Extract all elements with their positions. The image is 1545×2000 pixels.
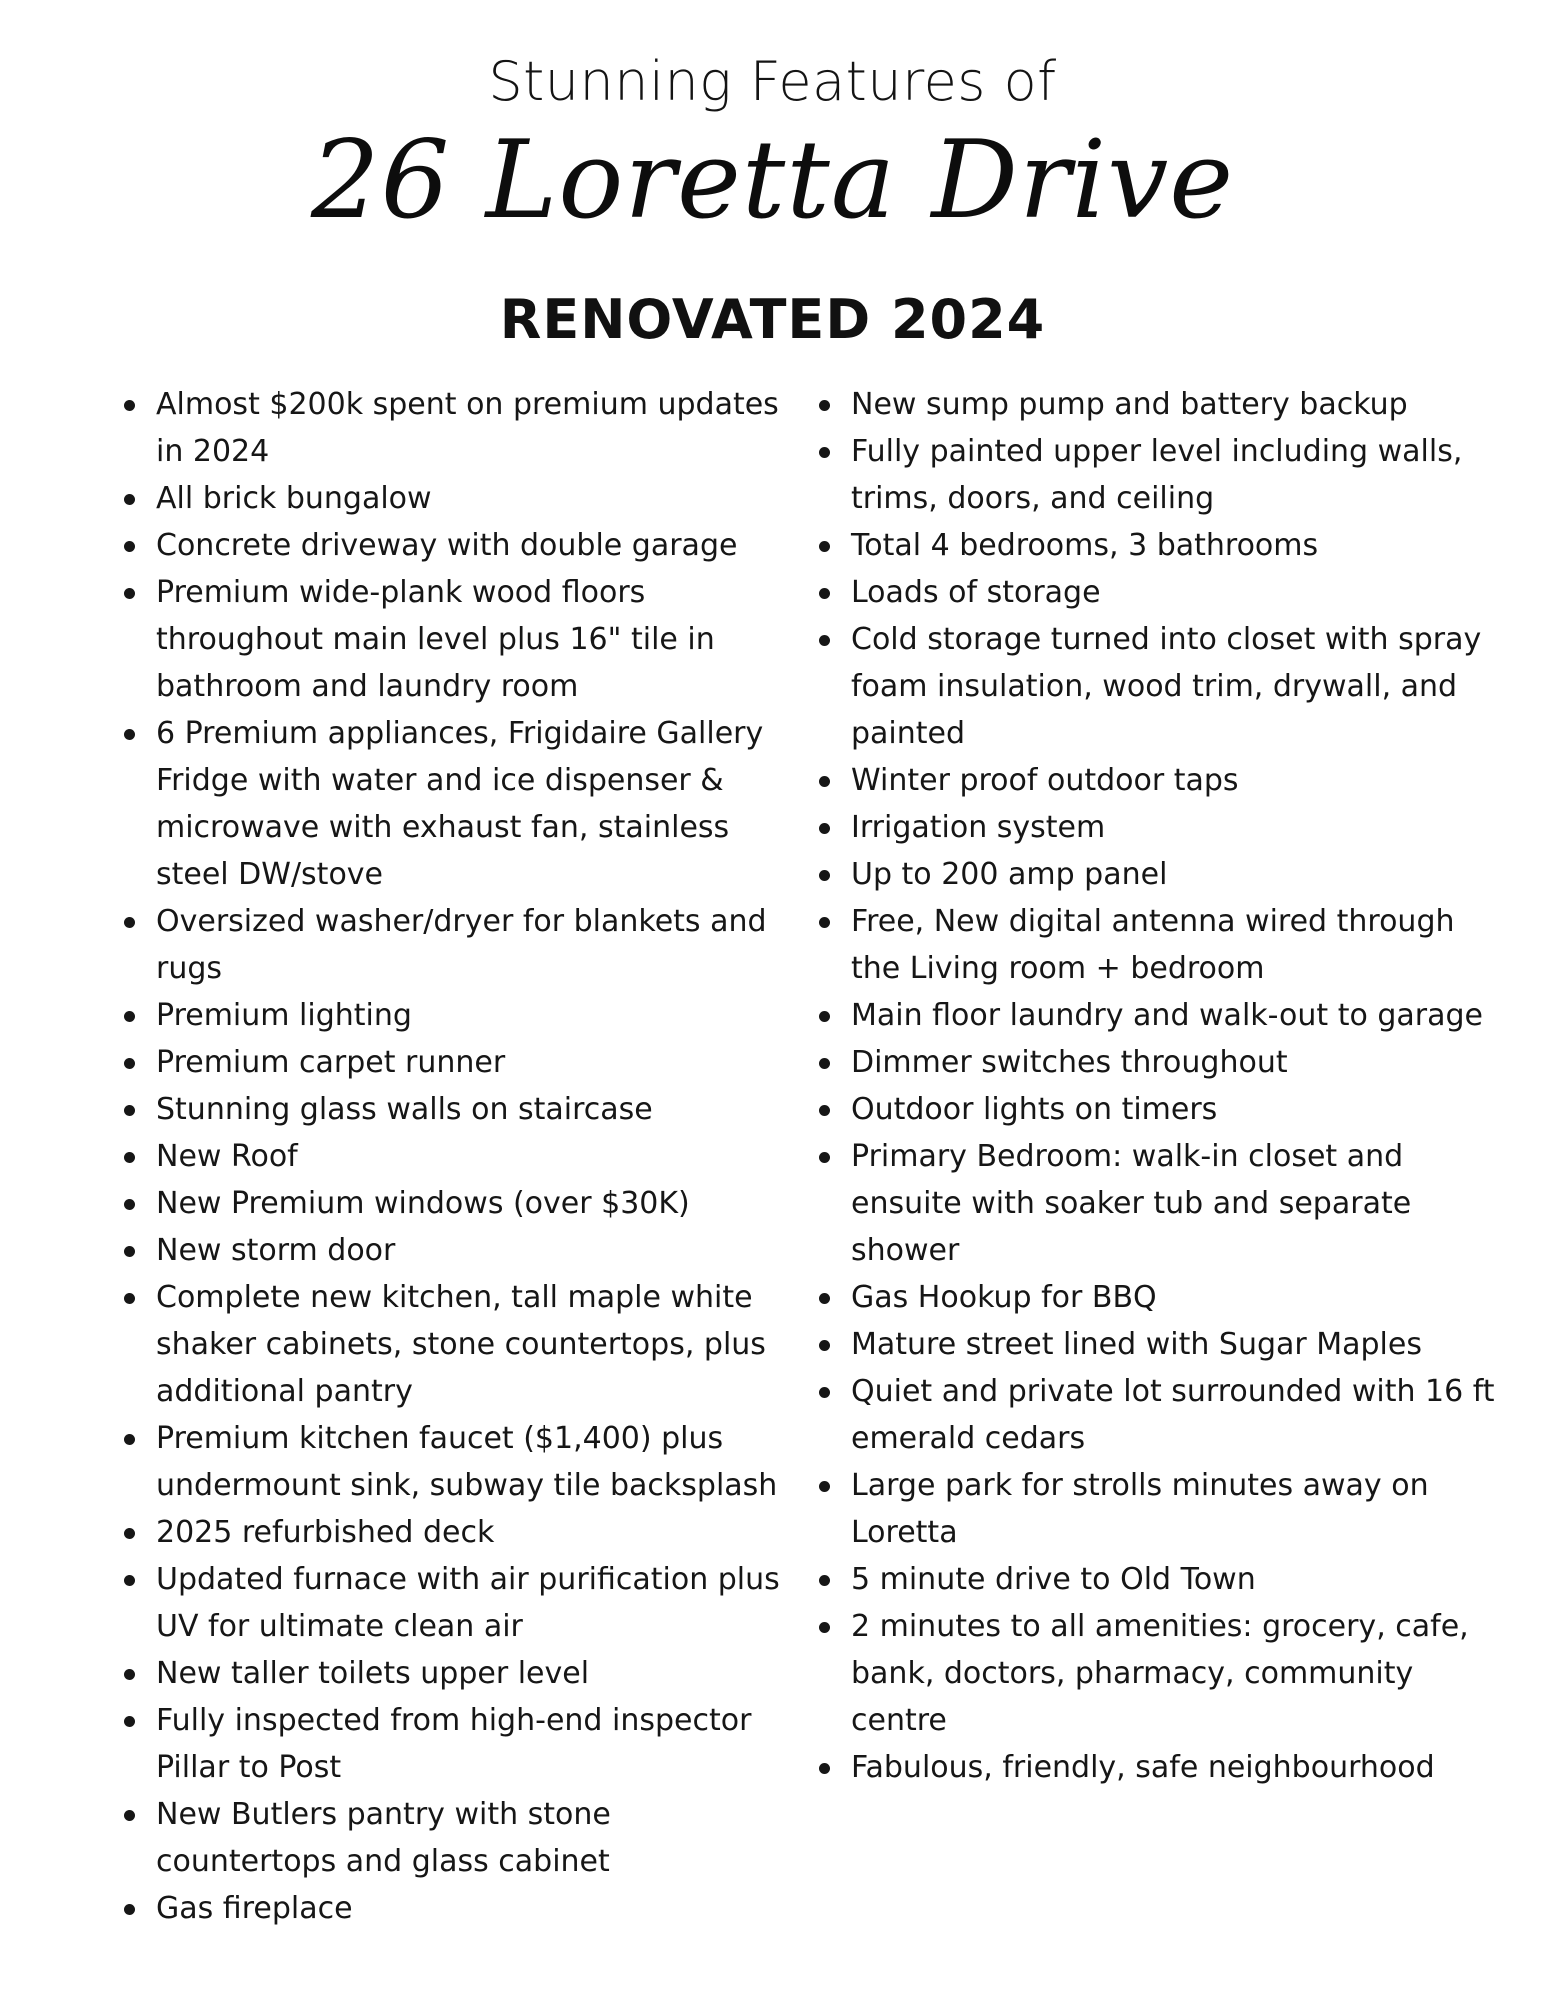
feature-text: Premium wide-plank wood floors throughout main level plus 16" tile in bathroom and laundry room xyxy=(156,575,715,704)
feature-text: Up to 200 amp panel xyxy=(851,857,1168,892)
feature-text: Total 4 bedrooms, 3 bathrooms xyxy=(851,528,1319,563)
bullet-icon xyxy=(124,1575,135,1586)
feature-text: Outdoor lights on timers xyxy=(851,1092,1218,1127)
feature-text: Free, New digital antenna wired through the Living room + bedroom xyxy=(851,904,1455,986)
bullet-icon xyxy=(819,541,830,552)
bullet-icon xyxy=(124,1669,135,1680)
bullet-icon xyxy=(819,823,830,834)
feature-item xyxy=(815,569,1495,616)
bullet-icon xyxy=(819,917,830,928)
feature-text: Premium carpet runner xyxy=(156,1045,506,1080)
features-list-right xyxy=(815,381,1495,1791)
bullet-icon xyxy=(819,1340,830,1351)
feature-item xyxy=(120,1697,785,1791)
bullet-icon xyxy=(124,1152,135,1163)
feature-item xyxy=(815,428,1495,522)
bullet-icon xyxy=(124,1199,135,1210)
bullet-icon xyxy=(124,588,135,599)
bullet-icon xyxy=(819,1293,830,1304)
bullet-icon xyxy=(819,1011,830,1022)
bullet-icon xyxy=(124,1105,135,1116)
feature-item xyxy=(815,522,1495,569)
feature-text: 2025 refurbished deck xyxy=(156,1515,495,1550)
bullet-icon xyxy=(819,1387,830,1398)
feature-text: Gas fireplace xyxy=(156,1891,353,1926)
bullet-icon xyxy=(124,1246,135,1257)
feature-text: Premium kitchen faucet ($1,400) plus undermount sink, subway tile backsplash xyxy=(156,1421,778,1503)
feature-text: 5 minute drive to Old Town xyxy=(851,1562,1256,1597)
feature-text: Premium lighting xyxy=(156,998,412,1033)
feature-item xyxy=(815,1039,1495,1086)
bullet-icon xyxy=(124,917,135,928)
bullet-icon xyxy=(124,1528,135,1539)
property-address-title: 26 Loretta Drive xyxy=(310,118,1235,243)
feature-item xyxy=(815,1368,1495,1462)
bullet-icon xyxy=(124,541,135,552)
feature-text: Large park for strolls minutes away on Loretta xyxy=(851,1468,1429,1550)
feature-text: Main floor laundry and walk-out to garage xyxy=(851,998,1483,1033)
feature-item xyxy=(815,1321,1495,1368)
feature-item xyxy=(120,1274,785,1415)
bullet-icon xyxy=(124,1293,135,1304)
bullet-icon xyxy=(124,400,135,411)
bullet-icon xyxy=(819,1763,830,1774)
feature-text: New sump pump and battery backup xyxy=(851,387,1408,422)
feature-item xyxy=(120,898,785,992)
feature-item xyxy=(815,851,1495,898)
feature-item xyxy=(120,1180,785,1227)
bullet-icon xyxy=(819,1152,830,1163)
feature-text: Cold storage turned into closet with spray foam insulation, wood trim, drywall, and painted xyxy=(851,622,1482,751)
feature-text: Complete new kitchen, tall maple white shaker cabinets, stone countertops, plus additional pantry xyxy=(156,1280,766,1409)
feature-item xyxy=(815,1086,1495,1133)
bullet-icon xyxy=(124,729,135,740)
feature-item xyxy=(815,1556,1495,1603)
feature-text: Primary Bedroom: walk-in closet and ensuite with soaker tub and separate shower xyxy=(851,1139,1412,1268)
feature-item xyxy=(120,475,785,522)
feature-item xyxy=(815,898,1495,992)
bullet-icon xyxy=(124,1011,135,1022)
feature-text: 6 Premium appliances, Frigidaire Gallery Fridge with water and ice dispenser & microwave with exhaust fan, stainless steel DW/stove xyxy=(156,716,764,892)
bullet-icon xyxy=(124,1434,135,1445)
bullet-icon xyxy=(124,1058,135,1069)
feature-item xyxy=(815,992,1495,1039)
feature-text: Fully painted upper level including walls, trims, doors, and ceiling xyxy=(851,434,1463,516)
feature-text: Loads of storage xyxy=(851,575,1101,610)
feature-text: Almost $200k spent on premium updates in 2024 xyxy=(156,387,779,469)
feature-text: New Premium windows (over $30K) xyxy=(156,1186,690,1221)
feature-item xyxy=(120,992,785,1039)
bullet-icon xyxy=(819,1575,830,1586)
bullet-icon xyxy=(124,494,135,505)
feature-text: Stunning glass walls on staircase xyxy=(156,1092,653,1127)
feature-text: Dimmer switches throughout xyxy=(851,1045,1288,1080)
feature-text: Mature street lined with Sugar Maples xyxy=(851,1327,1422,1362)
feature-item xyxy=(120,1791,785,1885)
feature-item xyxy=(815,616,1495,757)
feature-item xyxy=(120,1650,785,1697)
feature-text: 2 minutes to all amenities: grocery, cafe, bank, doctors, pharmacy, community centre xyxy=(851,1609,1469,1738)
feature-text: Fully inspected from high-end inspector Pillar to Post xyxy=(156,1703,752,1785)
feature-item xyxy=(120,569,785,710)
page-subtitle: Stunning Features of xyxy=(488,50,1057,113)
feature-text: New storm door xyxy=(156,1233,396,1268)
feature-text: Quiet and private lot surrounded with 16 ft emerald cedars xyxy=(851,1374,1495,1456)
feature-text: Gas Hookup for BBQ xyxy=(851,1280,1157,1315)
feature-text: Oversized washer/dryer for blankets and rugs xyxy=(156,904,767,986)
feature-text: All brick bungalow xyxy=(156,481,432,516)
feature-item xyxy=(815,804,1495,851)
feature-item xyxy=(120,710,785,898)
feature-text: Updated furnace with air purification plus UV for ultimate clean air xyxy=(156,1562,780,1644)
feature-text: Irrigation system xyxy=(851,810,1106,845)
feature-item xyxy=(815,1274,1495,1321)
feature-text: New Butlers pantry with stone countertops and glass cabinet xyxy=(156,1797,611,1879)
feature-item xyxy=(120,1039,785,1086)
feature-item xyxy=(120,1556,785,1650)
bullet-icon xyxy=(819,1058,830,1069)
bullet-icon xyxy=(819,1481,830,1492)
bullet-icon xyxy=(819,400,830,411)
feature-item xyxy=(815,1462,1495,1556)
bullet-icon xyxy=(819,635,830,646)
feature-text: Fabulous, friendly, safe neighbourhood xyxy=(851,1750,1435,1785)
feature-text: New taller toilets upper level xyxy=(156,1656,590,1691)
feature-item xyxy=(120,1133,785,1180)
renovated-tagline: RENOVATED 2024 xyxy=(499,288,1046,351)
bullet-icon xyxy=(124,1716,135,1727)
bullet-icon xyxy=(819,447,830,458)
feature-item xyxy=(120,1415,785,1509)
feature-text: New Roof xyxy=(156,1139,298,1174)
feature-item xyxy=(815,1603,1495,1744)
feature-item xyxy=(120,381,785,475)
feature-text: Winter proof outdoor taps xyxy=(851,763,1239,798)
feature-item xyxy=(120,1885,785,1932)
feature-item xyxy=(120,1227,785,1274)
bullet-icon xyxy=(819,1105,830,1116)
feature-item xyxy=(120,1509,785,1556)
feature-item xyxy=(815,1744,1495,1791)
feature-item xyxy=(815,757,1495,804)
bullet-icon xyxy=(819,1622,830,1633)
feature-item xyxy=(120,522,785,569)
feature-text: Concrete driveway with double garage xyxy=(156,528,738,563)
bullet-icon xyxy=(819,588,830,599)
bullet-icon xyxy=(819,776,830,787)
feature-item xyxy=(120,1086,785,1133)
feature-item xyxy=(815,1133,1495,1274)
feature-item xyxy=(815,381,1495,428)
bullet-icon xyxy=(124,1810,135,1821)
bullet-icon xyxy=(124,1904,135,1915)
bullet-icon xyxy=(819,870,830,881)
features-list-left xyxy=(120,381,785,1932)
